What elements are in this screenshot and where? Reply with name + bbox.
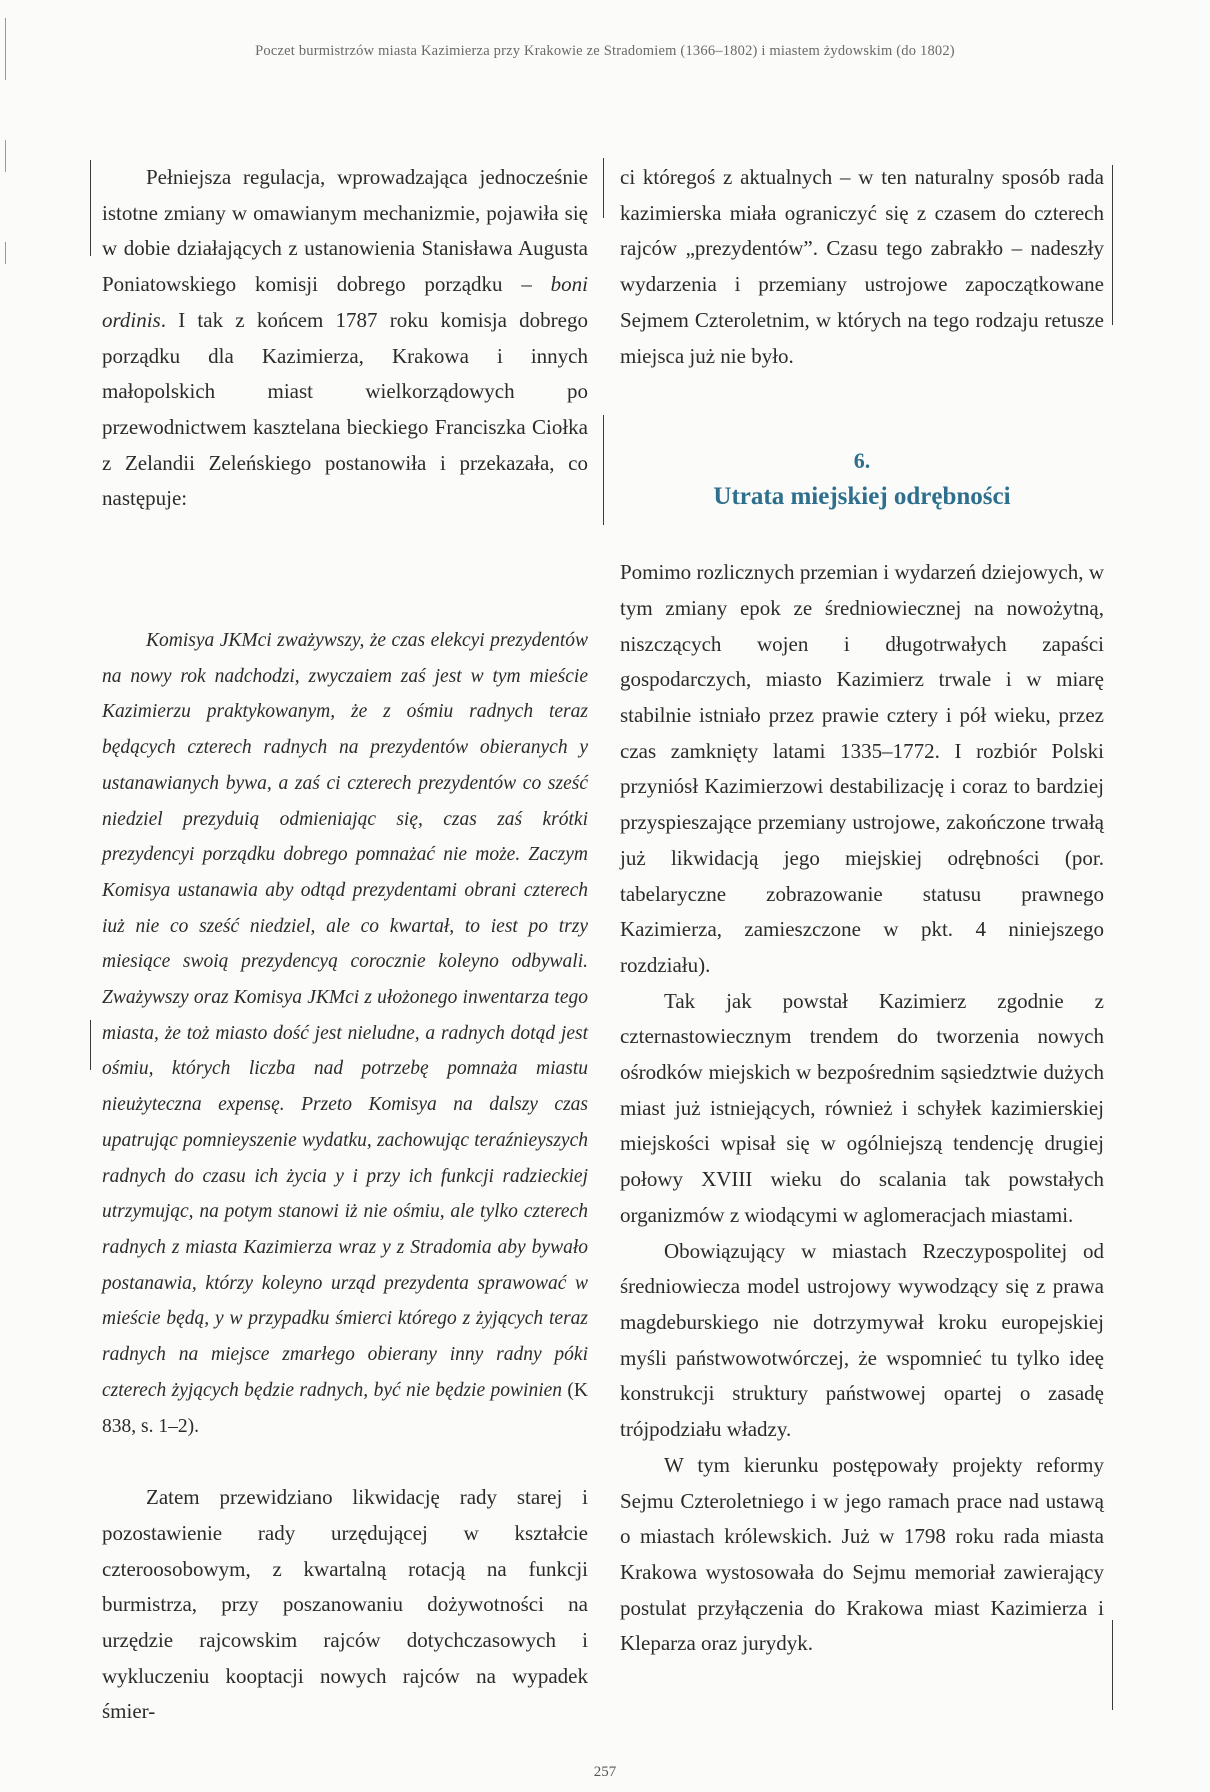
section-title: Utrata miejskiej odrębności (713, 483, 1011, 511)
left-column-rule-top (90, 160, 91, 256)
left-edge-mark-middle (5, 140, 6, 172)
right-column (620, 160, 1104, 1662)
page-number: 257 (593, 1764, 617, 1780)
quote-text: Komisya JKMci zważywszy, że czas elekcyi prezydentów na nowy rok nadchodzi, zwyczaiem zaś jest w tym mieście Kazimierzu praktykowanym, że z ośmiu radnych teraz będących czterech radnych na prezydentów obieranych y ustanawianych bywa, a zaś ci czterech prezydentów co sześć niedziel prezyduią odmieniając się, czas zaś krótki prezydencyi porządku dobrego pomnażać nie może. Zaczym Komisya ustanawia aby odtąd prezydentami obrani czterech iuż nie co sześć niedziel, ale co kwartał, to iest po trzy miesiące swoią prezydencyą corocznie koleyno odbywali. Zważywszy oraz Komisya JKMci z ułożonego inwentarza tego miasta, że toż miasto dość jest nieludne, a radnych dotąd jest ośmiu, których liczba nad potrzebę pomnaża miastu nieużyteczna expensę. Przeto Komisya na dalszy czas upatrując pomnieyszenie wydatku, zachowując teraźnieyszych radnych do czasu ich życia y i przy ich funkcji radzieckiej utrzymując, na potym stanowi iż nie ośmiu, ale tylko czterech radnych z miasta Kazimierza wraz y z Stradomia aby bywało postanawia, którzy koleyno urząd prezydenta sprawować w mieście będą, y w przypadku śmierci którego z żyjących teraz radnych na miejsce zmarłego obierany inny radny póki czterech żyjących będzie radnych, być nie będzie powinien (102, 630, 588, 1401)
center-rule-middle (603, 415, 604, 525)
paragraph-text: Pełniejsza regulacja, wprowadzająca jednocześnie istotne zmiany w omawianym mechanizmie, pojawiła się w dobie działających z ustanowienia Stanisława Augusta Poniatowskiego komisji dobrego porządku – (102, 165, 588, 297)
latin-term: boni ordinis (102, 272, 588, 332)
paragraph-history: Pomimo rozlicznych przemian i wydarzeń dziejowych, w tym zmiany epok ze średniowiecznej na nowożytną, niszczących wojen i długotrwałych zapaści gospodarczych, miasto Kazimierz trwale i w miarę stabilnie istniało przez prawie cztery i pół wieku, przez czas zamknięty latami 1335–1772. I rozbiór Polski przyniósł Kazimierzowi destabilizację i coraz to bardziej przyspieszające przemiany ustrojowe, zakończone trwałą już likwidacją jego miejskiej odrębności (por. tabelaryczne zobrazowanie statusu prawnego Kazimierza, zamieszczone w pkt. 4 niniejszego rozdziału). (620, 560, 1104, 977)
paragraph-summary: Zatem przewidziano likwidację rady starej i pozostawienie rady urzędującej w kształcie czteroosobowym, z kwartalną rotacją na funkcji burmistrza, przy poszanowaniu dożywotności na urzędzie rajcowskim rajców dotychczasowych i wykluczeniu kooptacji nowych rajców na wypadek śmier- (102, 1485, 588, 1724)
paragraph-text-continued: . I tak z końcem 1787 roku komisja dobrego porządku dla Kazimierza, Krakowa i innych małopolskich miast wielkorządowych po przewodnictwem kasztelana bieckiego Franciszka Ciołka z Zelandii Zeleńskiego postanowiła i przekazała, co następuje: (102, 307, 588, 511)
center-rule-upper (603, 158, 604, 218)
left-column-rule-lower (90, 1020, 91, 1070)
paragraph-model: Obowiązujący w miastach Rzeczypospolitej od średniowiecza model ustrojowy wywodzący się z prawa magdeburskiego nie dotrzymywał kroku europejskiej myśli państwowotwórczej, że wspomnieć tu tylko ideę konstrukcji struktury państwowej opartej o zasadę trójpodziału władzy. (620, 1238, 1104, 1442)
running-title: Poczet burmistrzów miasta Kazimierza przy Krakowie ze Stradomiem (1366–1802) i miastem żydowskim (do 1802) (255, 43, 955, 59)
quote-reference: (K 838, s. 1–2). (102, 1379, 588, 1437)
paragraph-trend: Tak jak powstał Kazimierz zgodnie z czternastowiecznym trendem do tworzenia nowych ośrodków miejskich w bezpośrednim sąsiedztwie dużych miast już istniejących, również i schyłek kazimierskiej miejskości wpisał się w ogólniejszą tendencję drugiej połowy XVIII wieku do scalania tak powstałych organizmów z wiodącymi w aglomeracjach miastami. (620, 988, 1104, 1227)
paragraph-continuation: ci któregoś z aktualnych – w ten naturalny sposób rada kazimierska miała ograniczyć się z czasem do czterech rajców „prezydentów”. Czasu tego zabrakło – nadeszły wydarzenia i przemiany ustrojowe zapoczątkowane Sejmem Czteroletnim, w których na tego rodzaju retusze miejsca już nie było. (620, 165, 1104, 368)
left-edge-mark-lower (5, 242, 6, 264)
left-column (102, 160, 588, 1730)
section-number: 6. (853, 448, 871, 474)
block-quote (102, 517, 588, 1444)
paragraph-reform: W tym kierunku postępowały projekty reformy Sejmu Czteroletniego i w jego ramach prace nad ustawą o miastach królewskich. Już w 1798 roku rada miasta Krakowa wystosowała do Sejmu memoriał zawierający postulat przyłączenia do Krakowa miast Kazimierza i Kleparza oraz jurydyk. (620, 1452, 1104, 1656)
right-column-rule-bottom (1112, 1620, 1113, 1710)
left-edge-mark-top (5, 18, 6, 80)
paragraph-regulation (102, 160, 588, 517)
right-column-rule-top (1112, 165, 1113, 325)
